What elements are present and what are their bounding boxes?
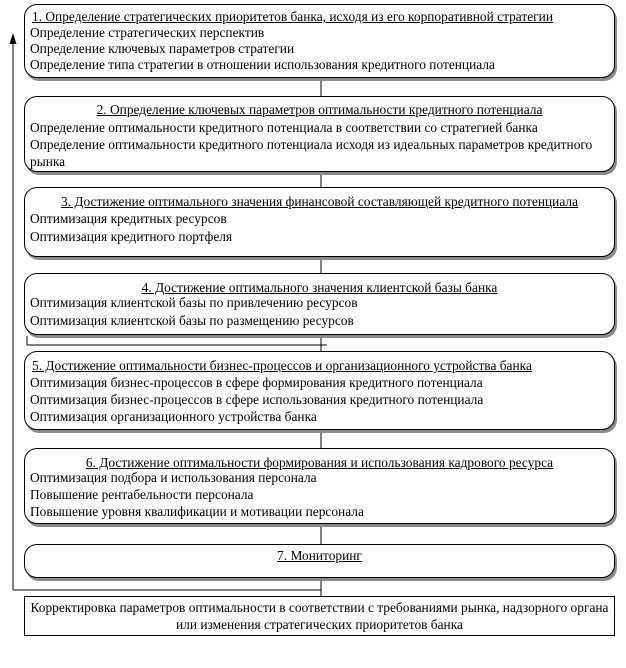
block-1-item-2: Определение ключевых параметров стратегии — [30, 41, 295, 56]
block-3-item-2: Оптимизация кредитного портфеля — [30, 229, 233, 244]
block-1-title: 1. Определение стратегических приоритетов банка, исходя из его корпоративной стратегии — [32, 9, 554, 24]
block-1-item-1: Определение стратегических перспектив — [30, 25, 265, 40]
block-5 — [24, 351, 615, 430]
block-2-item-1: Определение оптимальности кредитного потенциала в соответствии со стратегией банка — [30, 120, 538, 135]
block-3-item-1: Оптимизация кредитных ресурсов — [30, 211, 227, 226]
block-3 — [24, 187, 615, 257]
block-5-item-3: Оптимизация организационного устройства банка — [30, 409, 317, 424]
correction-text: Корректировка параметров оптимальности в соответствии с требованиями рынка, надзорного органа или изменения стратегических приоритетов банка — [30, 600, 609, 632]
block-4 — [24, 273, 615, 335]
block-2 — [24, 96, 615, 172]
block-1 — [24, 4, 615, 78]
block-6-item-2: Повышение рентабельности персонала — [30, 487, 254, 502]
block-7-title: 7. Мониторинг — [277, 548, 362, 563]
block-7 — [24, 544, 615, 578]
block-4-item-1: Оптимизация клиентской базы по привлечению ресурсов — [30, 295, 358, 310]
block-2-title: 2. Определение ключевых параметров оптимальности кредитного потенциала — [96, 102, 543, 117]
feedback-arrow-icon — [10, 33, 17, 44]
block-3-title: 3. Достижение оптимального значения финансовой составляющей кредитного потенциала — [60, 194, 579, 209]
block-2-item-2: Определение оптимальности кредитного потенциала исходя из идеальных параметров кредитного рынка — [30, 137, 593, 169]
block-5-item-2: Оптимизация бизнес-процессов в сфере использования кредитного потенциала — [30, 392, 484, 407]
block-6-title: 6. Достижение оптимальности формирования и использования кадрового ресурса — [85, 455, 554, 470]
block-6-item-1: Оптимизация подбора и использования персонала — [30, 470, 317, 485]
block-4-item-2: Оптимизация клиентской базы по размещению ресурсов — [30, 313, 354, 328]
correction-block — [24, 596, 615, 636]
block-6 — [24, 448, 615, 524]
block-5-title: 5. Достижение оптимальности бизнес-процессов и организационного устройства банка — [32, 358, 532, 373]
block-1-item-3: Определение типа стратегии в отношении использования кредитного потенциала — [30, 57, 495, 72]
block-5-item-1: Оптимизация бизнес-процессов в сфере формирования кредитного потенциала — [30, 375, 483, 390]
block-4-title: 4. Достижение оптимального значения клиентской базы банка — [141, 280, 498, 295]
block-6-item-3: Повышение уровня квалификации и мотивации персонала — [30, 504, 364, 519]
